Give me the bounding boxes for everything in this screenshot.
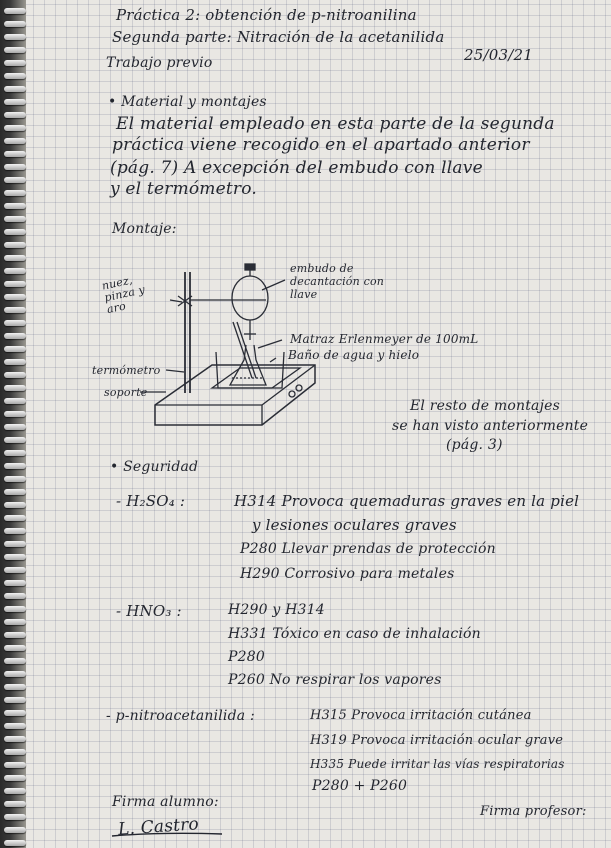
rest-montaje-line-1: El resto de montajes <box>410 398 561 414</box>
material-line-4: y el termómetro. <box>110 179 257 199</box>
h2so4-line-2: y lesiones oculares graves <box>252 516 457 534</box>
pnitro-line-1: H315 Provoca irritación cutánea <box>310 708 532 723</box>
hno3-line-1: H290 y H314 <box>228 602 325 618</box>
material-heading: • Material y montajes <box>108 94 267 110</box>
seguridad-heading: • Seguridad <box>110 459 199 475</box>
hno3-name: - HNO₃ : <box>116 602 182 620</box>
hno3-line-3: P280 <box>228 649 265 665</box>
hno3-line-2: H331 Tóxico en caso de inhalación <box>228 626 481 642</box>
montaje-heading: Montaje: <box>112 221 177 237</box>
label-embudo: embudo de decantación con llave <box>290 262 385 301</box>
pnitro-line-3: H335 Puede irritar las vías respiratorias <box>310 757 565 771</box>
label-soporte: soporte <box>104 386 148 399</box>
pnitro-name: - p-nitroacetanilida : <box>106 708 255 724</box>
h2so4-line-1: H314 Provoca quemaduras graves en la piel <box>234 492 580 510</box>
pnitro-line-2: H319 Provoca irritación ocular grave <box>310 733 564 748</box>
firma-alumno-label: Firma alumno: <box>112 794 219 810</box>
material-line-1: El material empleado en esta parte de la segunda <box>116 114 555 134</box>
label-matraz: Matraz Erlenmeyer de 100mL <box>290 332 479 346</box>
h2so4-line-4: H290 Corrosivo para metales <box>240 566 455 582</box>
practice-subtitle: Segunda parte: Nitración de la acetanilida <box>112 28 445 46</box>
material-line-3: (pág. 7) A excepción del embudo con llave <box>110 158 483 178</box>
material-line-2: práctica viene recogido en el apartado anterior <box>112 135 530 155</box>
pnitro-line-4: P280 + P260 <box>312 778 408 794</box>
section-label: Trabajo previo <box>106 55 213 71</box>
label-nuez-pinza-aro: nuez, pinza y aro <box>100 273 147 317</box>
h2so4-name: - H₂SO₄ : <box>116 492 186 510</box>
firma-profesor-label: Firma profesor: <box>480 804 587 819</box>
practice-title: Práctica 2: obtención de p-nitroanilina <box>116 6 417 24</box>
hno3-line-4: P260 No respirar los vapores <box>228 672 442 688</box>
rest-montaje-line-3: (pág. 3) <box>446 437 503 453</box>
label-bano: Baño de agua y hielo <box>288 348 420 362</box>
alumno-signature: L. Castro <box>117 814 200 840</box>
h2so4-line-3: P280 Llevar prendas de protección <box>240 541 496 557</box>
date: 25/03/21 <box>464 46 533 64</box>
label-termometro: termómetro <box>92 364 161 377</box>
rest-montaje-line-2: se han visto anteriormente <box>392 418 589 434</box>
